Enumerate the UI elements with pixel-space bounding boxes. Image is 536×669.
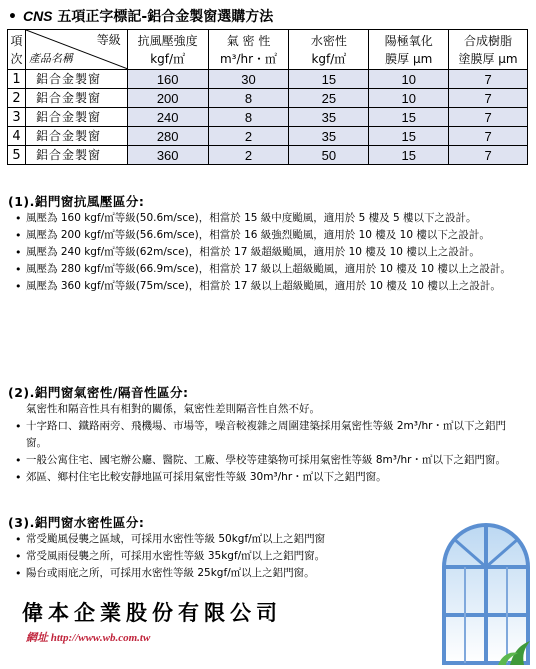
- cell-anodized: 15: [369, 127, 449, 146]
- list-item: • 風壓為 240 kgf/㎡等級(62m/sce)，相當於 17 級超級颱風，適用於 10 樓及 10 樓以上之設計。: [8, 244, 523, 261]
- cell-water: 35: [289, 108, 369, 127]
- header-watertightness: 水密性 kgf/㎡: [289, 30, 369, 70]
- section-airtightness: [8, 384, 523, 486]
- table-row: [8, 89, 528, 108]
- list-item: • 風壓為 160 kgf/㎡等級(50.6m/sce)，相當於 15 級中度颱風，適用於 5 樓及 5 樓以下之設計。: [8, 210, 523, 227]
- table-row: [8, 146, 528, 165]
- section-heading: (3).鋁門窗水密性區分:: [8, 515, 145, 530]
- cell-anodized: 15: [369, 108, 449, 127]
- cell-water: 25: [289, 89, 369, 108]
- table-row: [8, 70, 528, 89]
- cell-wind: 280: [127, 127, 208, 146]
- company-name: 偉本企業股份有限公司: [22, 600, 282, 625]
- corner-header: [25, 30, 127, 70]
- cell-wind: 160: [127, 70, 208, 89]
- website-line: [26, 629, 150, 645]
- cell-resin: 7: [449, 127, 528, 146]
- cell-air: 8: [208, 108, 289, 127]
- header-anodized: 陽極氧化 膜厚 μm: [369, 30, 449, 70]
- list-item: • 一般公寓住宅、國宅辦公廳、醫院、工廠、學校等建築物可採用氣密性等級 8m³/hr・㎡以下之鋁門窗。: [8, 452, 523, 469]
- cell-resin: 7: [449, 70, 528, 89]
- table-row: [8, 127, 528, 146]
- title-cns: CNS: [22, 8, 53, 24]
- list-item: • 郊區、鄉村住宅比較安靜地區可採用氣密性等級 30m³/hr・㎡以下之鋁門窗。: [8, 469, 523, 486]
- product-name: 鋁合金製窗: [25, 146, 127, 165]
- cell-resin: 7: [449, 146, 528, 165]
- row-number: 1: [8, 70, 26, 89]
- list-item: • 風壓為 280 kgf/㎡等級(66.9m/sce)，相當於 17 級以上超級颱風，適用於 10 樓及 10 樓以上之設計。: [8, 261, 523, 278]
- cell-water: 35: [289, 127, 369, 146]
- product-name: 鋁合金製窗: [25, 70, 127, 89]
- header-airtightness: 氣 密 性 m³/hr・㎡: [208, 30, 289, 70]
- header-resin-coating: 合成樹脂 塗膜厚 μm: [449, 30, 528, 70]
- row-number: 4: [8, 127, 26, 146]
- cell-anodized: 15: [369, 146, 449, 165]
- section-heading: (2).鋁門窗氣密性/隔音性區分:: [8, 385, 189, 400]
- row-number: 2: [8, 89, 26, 108]
- cell-resin: 7: [449, 89, 528, 108]
- website-url[interactable]: http://www.wb.com.tw: [48, 632, 151, 644]
- cell-resin: 7: [449, 108, 528, 127]
- product-name: 鋁合金製窗: [25, 89, 127, 108]
- cell-water: 50: [289, 146, 369, 165]
- cell-air: 8: [208, 89, 289, 108]
- list-item: • 十字路口、鐵路兩旁、飛機場、市場等，噪音較複雜之周圍建築採用氣密性等級 2m³/hr・㎡以下之鋁門窗。: [8, 418, 523, 452]
- grade-label: 等級: [96, 33, 121, 47]
- section-heading: (1).鋁門窗抗風壓區分:: [8, 194, 145, 209]
- cell-water: 15: [289, 70, 369, 89]
- cell-anodized: 10: [369, 70, 449, 89]
- table-header-row: [8, 30, 528, 70]
- row-number: 3: [8, 108, 26, 127]
- list-item: • 常受颱風侵襲之區域，可採用水密性等級 50kgf/㎡以上之鋁門窗: [8, 531, 438, 548]
- item-col-header: 項 次: [8, 30, 26, 70]
- header-wind-pressure: 抗風壓強度 kgf/㎡: [127, 30, 208, 70]
- section-wind-pressure: [8, 193, 523, 295]
- row-number: 5: [8, 146, 26, 165]
- section-watertightness: [8, 514, 438, 582]
- cell-air: 2: [208, 127, 289, 146]
- product-name-label: 產品名稱: [28, 52, 73, 65]
- table-row: [8, 108, 528, 127]
- cell-air: 2: [208, 146, 289, 165]
- section-intro: 氣密性和隔音性具有相對的關係，氣密性差則隔音性自然不好。: [26, 403, 320, 415]
- product-name: 鋁合金製窗: [25, 108, 127, 127]
- list-item: • 風壓為 200 kgf/㎡等級(56.6m/sce)，相當於 16 級強烈颱風，適用於 10 樓及 10 樓以下之設計。: [8, 227, 523, 244]
- title-text: 五項正字標記-鋁合金製窗選購方法: [52, 9, 274, 25]
- cell-wind: 200: [127, 89, 208, 108]
- title-bullet: •: [8, 9, 17, 25]
- list-item: • 陽台或雨庇之所，可採用水密性等級 25kgf/㎡以上之鋁門窗。: [8, 565, 438, 582]
- cell-wind: 240: [127, 108, 208, 127]
- cell-wind: 360: [127, 146, 208, 165]
- product-name: 鋁合金製窗: [25, 127, 127, 146]
- cell-air: 30: [208, 70, 289, 89]
- list-item: • 常受風雨侵襲之所，可採用水密性等級 35kgf/㎡以上之鋁門窗。: [8, 548, 438, 565]
- spec-table: [7, 29, 528, 165]
- list-item: • 風壓為 360 kgf/㎡等級(75m/sce)，相當於 17 級以上超級颱風，適用於 10 樓及 10 樓以上之設計。: [8, 278, 523, 295]
- page-title: [8, 6, 273, 26]
- window-illustration-icon: [440, 515, 532, 665]
- website-label: 網址: [26, 632, 48, 644]
- cell-anodized: 10: [369, 89, 449, 108]
